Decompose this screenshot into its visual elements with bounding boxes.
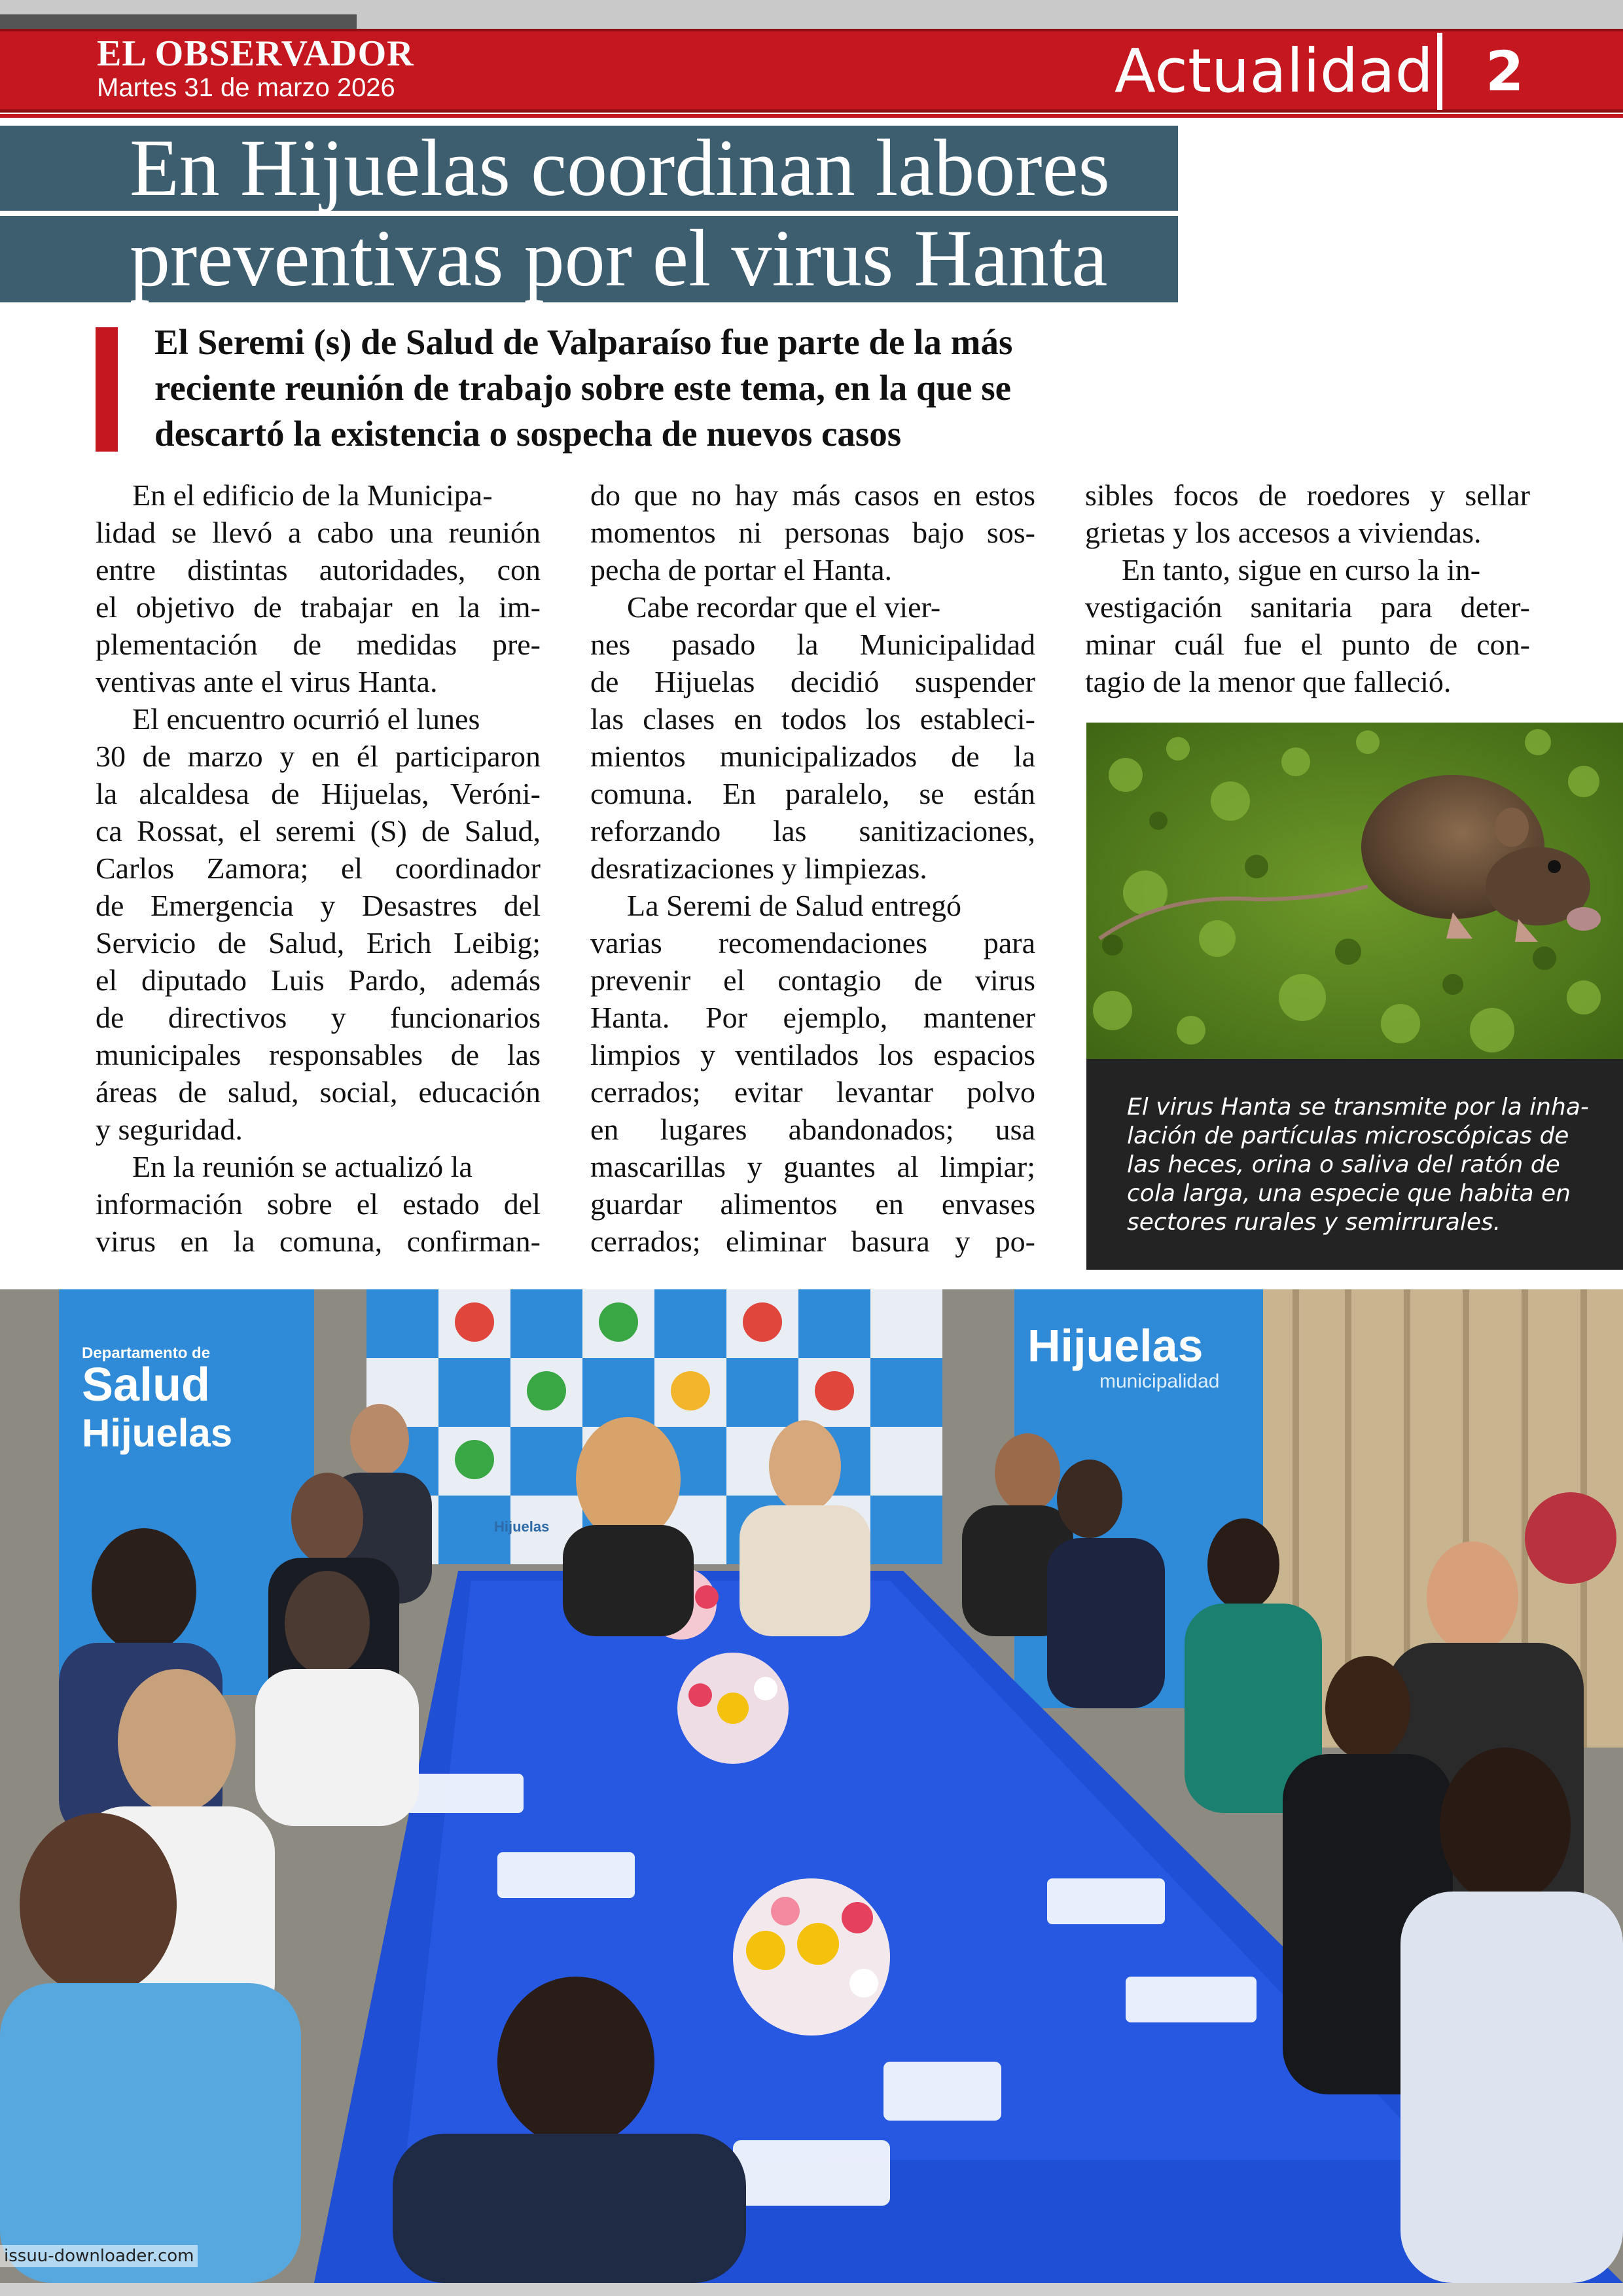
body-line: lidad se llevó a cabo una reunión [96,516,541,549]
top-progress-strip [0,14,357,29]
body-line: El encuentro ocurrió el lunes [132,702,480,736]
photo-caption-box [1086,1059,1623,1270]
body-line: reforzando las sanitizaciones, [590,814,1035,848]
body-line: En la reunión se actualizó la [132,1150,473,1183]
body-line: Carlos Zamora; el coordinador [96,852,541,885]
body-line: Servicio de Salud, Erich Leibig; [96,926,541,960]
caption-line: sectores rurales y semirrurales. [1127,1209,1501,1236]
rat-photo-illustration [1086,723,1623,1059]
body-line: mientos municipalizados de la [590,740,1035,773]
bottom-gray-strip [0,2283,1623,2296]
body-column-2 [590,476,1035,1260]
issue-date: Martes 31 de marzo 2026 [97,73,395,102]
body-line: la alcaldesa de Hijuelas, Veróni- [96,777,541,810]
body-line: La Seremi de Salud entregó [627,889,961,922]
body-line: plementación de medidas pre- [96,628,541,661]
watermark: issuu-downloader.com [0,2245,198,2267]
body-line: nes pasado la Municipalidad [590,628,1035,661]
backdrop-logo-text: Hijuelas [494,1518,550,1535]
banner-right-line-2: municipalidad [1099,1371,1220,1392]
body-line: prevenir el contagio de virus [590,963,1035,997]
caption-line: El virus Hanta se transmite por la inha- [1127,1094,1589,1121]
headline-line-2: preventivas por el virus Hanta [130,213,1108,303]
section-name: Actualidad [1115,36,1433,106]
lead-line: El Seremi (s) de Salud de Valparaíso fue parte de la más [154,322,1013,362]
body-line: virus en la comuna, confirman- [96,1225,541,1258]
banner-right-line-1: Hijuelas [1027,1320,1204,1371]
body-line: el objetivo de trabajar en la im- [96,590,541,624]
body-line: momentos ni personas bajo sos- [590,516,1035,549]
body-line: de Hijuelas decidió suspender [590,665,1035,698]
body-line: limpios y ventilados los espacios [590,1038,1035,1071]
body-line: cerrados; evitar levantar polvo [590,1075,1035,1109]
caption-line: las heces, orina o saliva del ratón de [1127,1151,1560,1178]
body-line: do que no hay más casos en estos [590,478,1035,512]
headline-band-1 [0,123,1178,213]
banner-left-line-3: Hijuelas [82,1411,233,1455]
body-line: En tanto, sigue en curso la in- [1122,553,1481,586]
body-line: en lugares abandonados; usa [590,1113,1035,1146]
banner-left-line-2: Salud [82,1359,211,1411]
body-line: las clases en todos los estableci- [590,702,1035,736]
body-line: de Emergencia y Desastres del [96,889,541,922]
body-line: desratizaciones y limpiezas. [590,852,927,885]
meeting-photo-illustration [0,1289,1623,2283]
body-line: ca Rossat, el seremi (S) de Salud, [96,814,541,848]
body-line: pecha de portar el Hanta. [590,553,893,586]
body-column-3 [1085,476,1530,700]
body-line: En el edificio de la Municipa- [132,478,493,512]
body-line: 30 de marzo y en él participaron [96,740,541,773]
body-line: comuna. En paralelo, se están [590,777,1035,810]
headline-band-2 [0,213,1178,303]
body-line: el diputado Luis Pardo, además [96,963,541,997]
body-line: de directivos y funcionarios [96,1001,541,1034]
body-line: Hanta. Por ejemplo, mantener [590,1001,1035,1034]
lead-line: reciente reunión de trabajo sobre este tema, en la que se [154,368,1012,408]
body-line: ventivas ante el virus Hanta. [96,665,438,698]
photo-caption [1127,1093,1598,1237]
body-column-1 [96,476,541,1260]
page-number: 2 [1486,39,1524,103]
caption-line: lación de partículas microscópicas de [1127,1122,1569,1149]
masthead-underline [0,114,1623,118]
caption-line: cola larga, una especie que habita en [1127,1180,1571,1207]
body-line: áreas de salud, social, educación [96,1075,541,1109]
lead-accent-bar [96,327,118,452]
body-line: información sobre el estado del [96,1187,541,1221]
banner-left-line-1: Departamento de [82,1344,211,1362]
body-line: guardar alimentos en envases [590,1187,1035,1221]
lead-line: descartó la existencia o sospecha de nuevos casos [154,414,902,454]
body-line: mascarillas y guantes al limpiar; [590,1150,1035,1183]
rat-photo [1086,723,1623,1059]
meeting-photo [0,1289,1623,2283]
body-line: tagio de la menor que falleció. [1085,665,1452,698]
headline-line-1: En Hijuelas coordinan labores [130,123,1110,213]
body-line: y seguridad. [96,1113,243,1146]
body-line: cerrados; eliminar basura y po- [590,1225,1035,1258]
body-line: entre distintas autoridades, con [96,553,541,586]
lead-paragraph [154,319,1215,457]
newspaper-name: EL OBSERVADOR [97,33,414,74]
body-line: grietas y los accesos a viviendas. [1085,516,1482,549]
body-line: vestigación sanitaria para deter- [1085,590,1530,624]
body-line: minar cuál fue el punto de con- [1085,628,1530,661]
body-line: sibles focos de roedores y sellar [1085,478,1530,512]
body-line: varias recomendaciones para [590,926,1035,960]
header-separator [1437,33,1442,110]
body-line: Cabe recordar que el vier- [627,590,941,624]
body-line: municipales responsables de las [96,1038,541,1071]
